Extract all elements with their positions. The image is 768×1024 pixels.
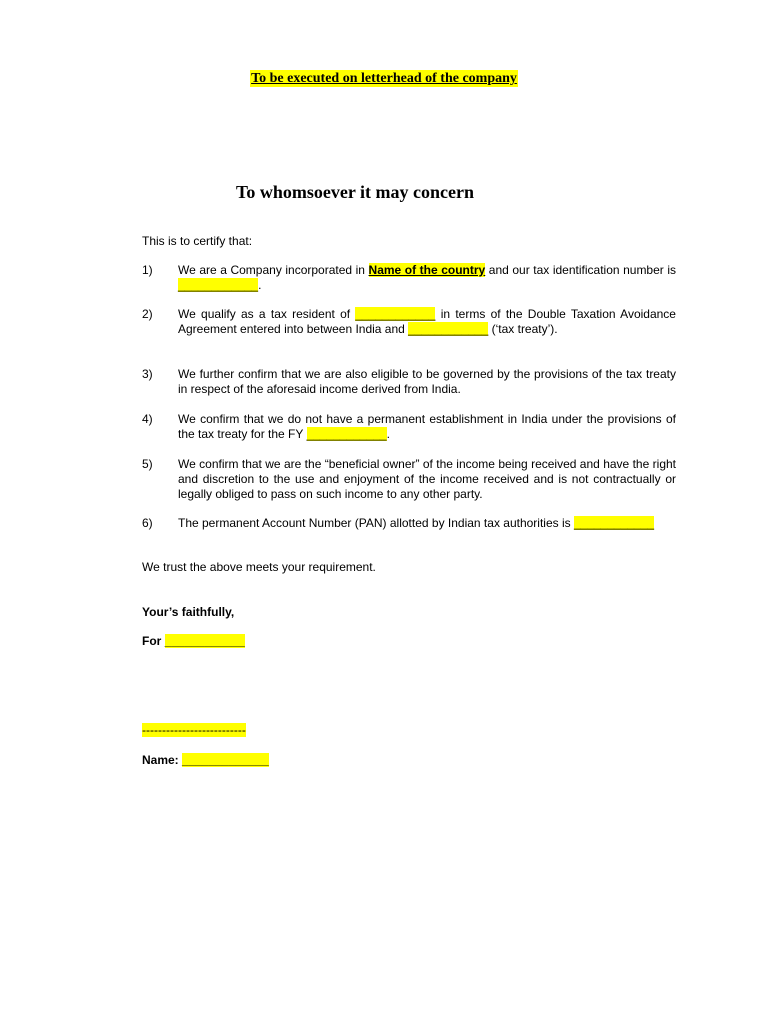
list-item <box>142 457 676 502</box>
list-item <box>142 516 676 531</box>
name-blank: _____________ <box>182 753 269 767</box>
tin-blank: ____________ <box>178 278 259 292</box>
item-text: We further confirm that we are also eligible to be governed by the provisions of the tax treaty in respect of the aforesaid income derived from India. <box>178 367 676 396</box>
execution-note-text: To be executed on letterhead of the company <box>251 71 517 86</box>
letter-title: To whomsoever it may concern <box>236 182 474 202</box>
list-item <box>142 263 676 293</box>
list-item <box>142 307 676 337</box>
country-placeholder: Name of the country <box>368 263 486 277</box>
fy-blank: ____________ <box>306 427 387 441</box>
signoff: Your’s faithfully, <box>142 605 235 619</box>
closing-text: We trust the above meets your requirement. <box>142 560 376 574</box>
item-number: 4) <box>142 412 153 426</box>
treaty-country-blank: ____________ <box>408 322 489 336</box>
item-text: We are a Company incorporated in Name of the country and our tax identification number is ____________. <box>178 263 676 292</box>
signature-line: -------------------------- <box>142 723 246 737</box>
item-text: The permanent Account Number (PAN) allotted by Indian tax authorities is ____________ <box>178 516 655 530</box>
name-line: Name: _____________ <box>142 753 269 767</box>
list-item <box>142 367 676 397</box>
residence-country-blank: ____________ <box>355 307 436 321</box>
item-number: 5) <box>142 457 153 471</box>
item-text: We qualify as a tax resident of ____________ in terms of the Double Taxation Avoidance Agreement entered into between India and ____________ (‘tax treaty’). <box>178 307 676 336</box>
for-line: For ____________ <box>142 634 245 648</box>
list-item <box>142 412 676 442</box>
execution-note <box>0 71 768 87</box>
item-text: We confirm that we are the “beneficial owner” of the income being received and have the right and discretion to the use and enjoyment of the income received and is not contractually or legally obliged to pass on such income to any other party. <box>178 457 676 501</box>
item-number: 3) <box>142 367 153 381</box>
item-number: 6) <box>142 516 153 530</box>
company-blank: ____________ <box>164 634 245 648</box>
intro-text: This is to certify that: <box>142 234 253 248</box>
item-text: We confirm that we do not have a permanent establishment in India under the provisions of the tax treaty for the FY ____________. <box>178 412 676 441</box>
item-number: 1) <box>142 263 153 277</box>
item-number: 2) <box>142 307 153 321</box>
pan-blank: ____________ <box>573 516 655 530</box>
